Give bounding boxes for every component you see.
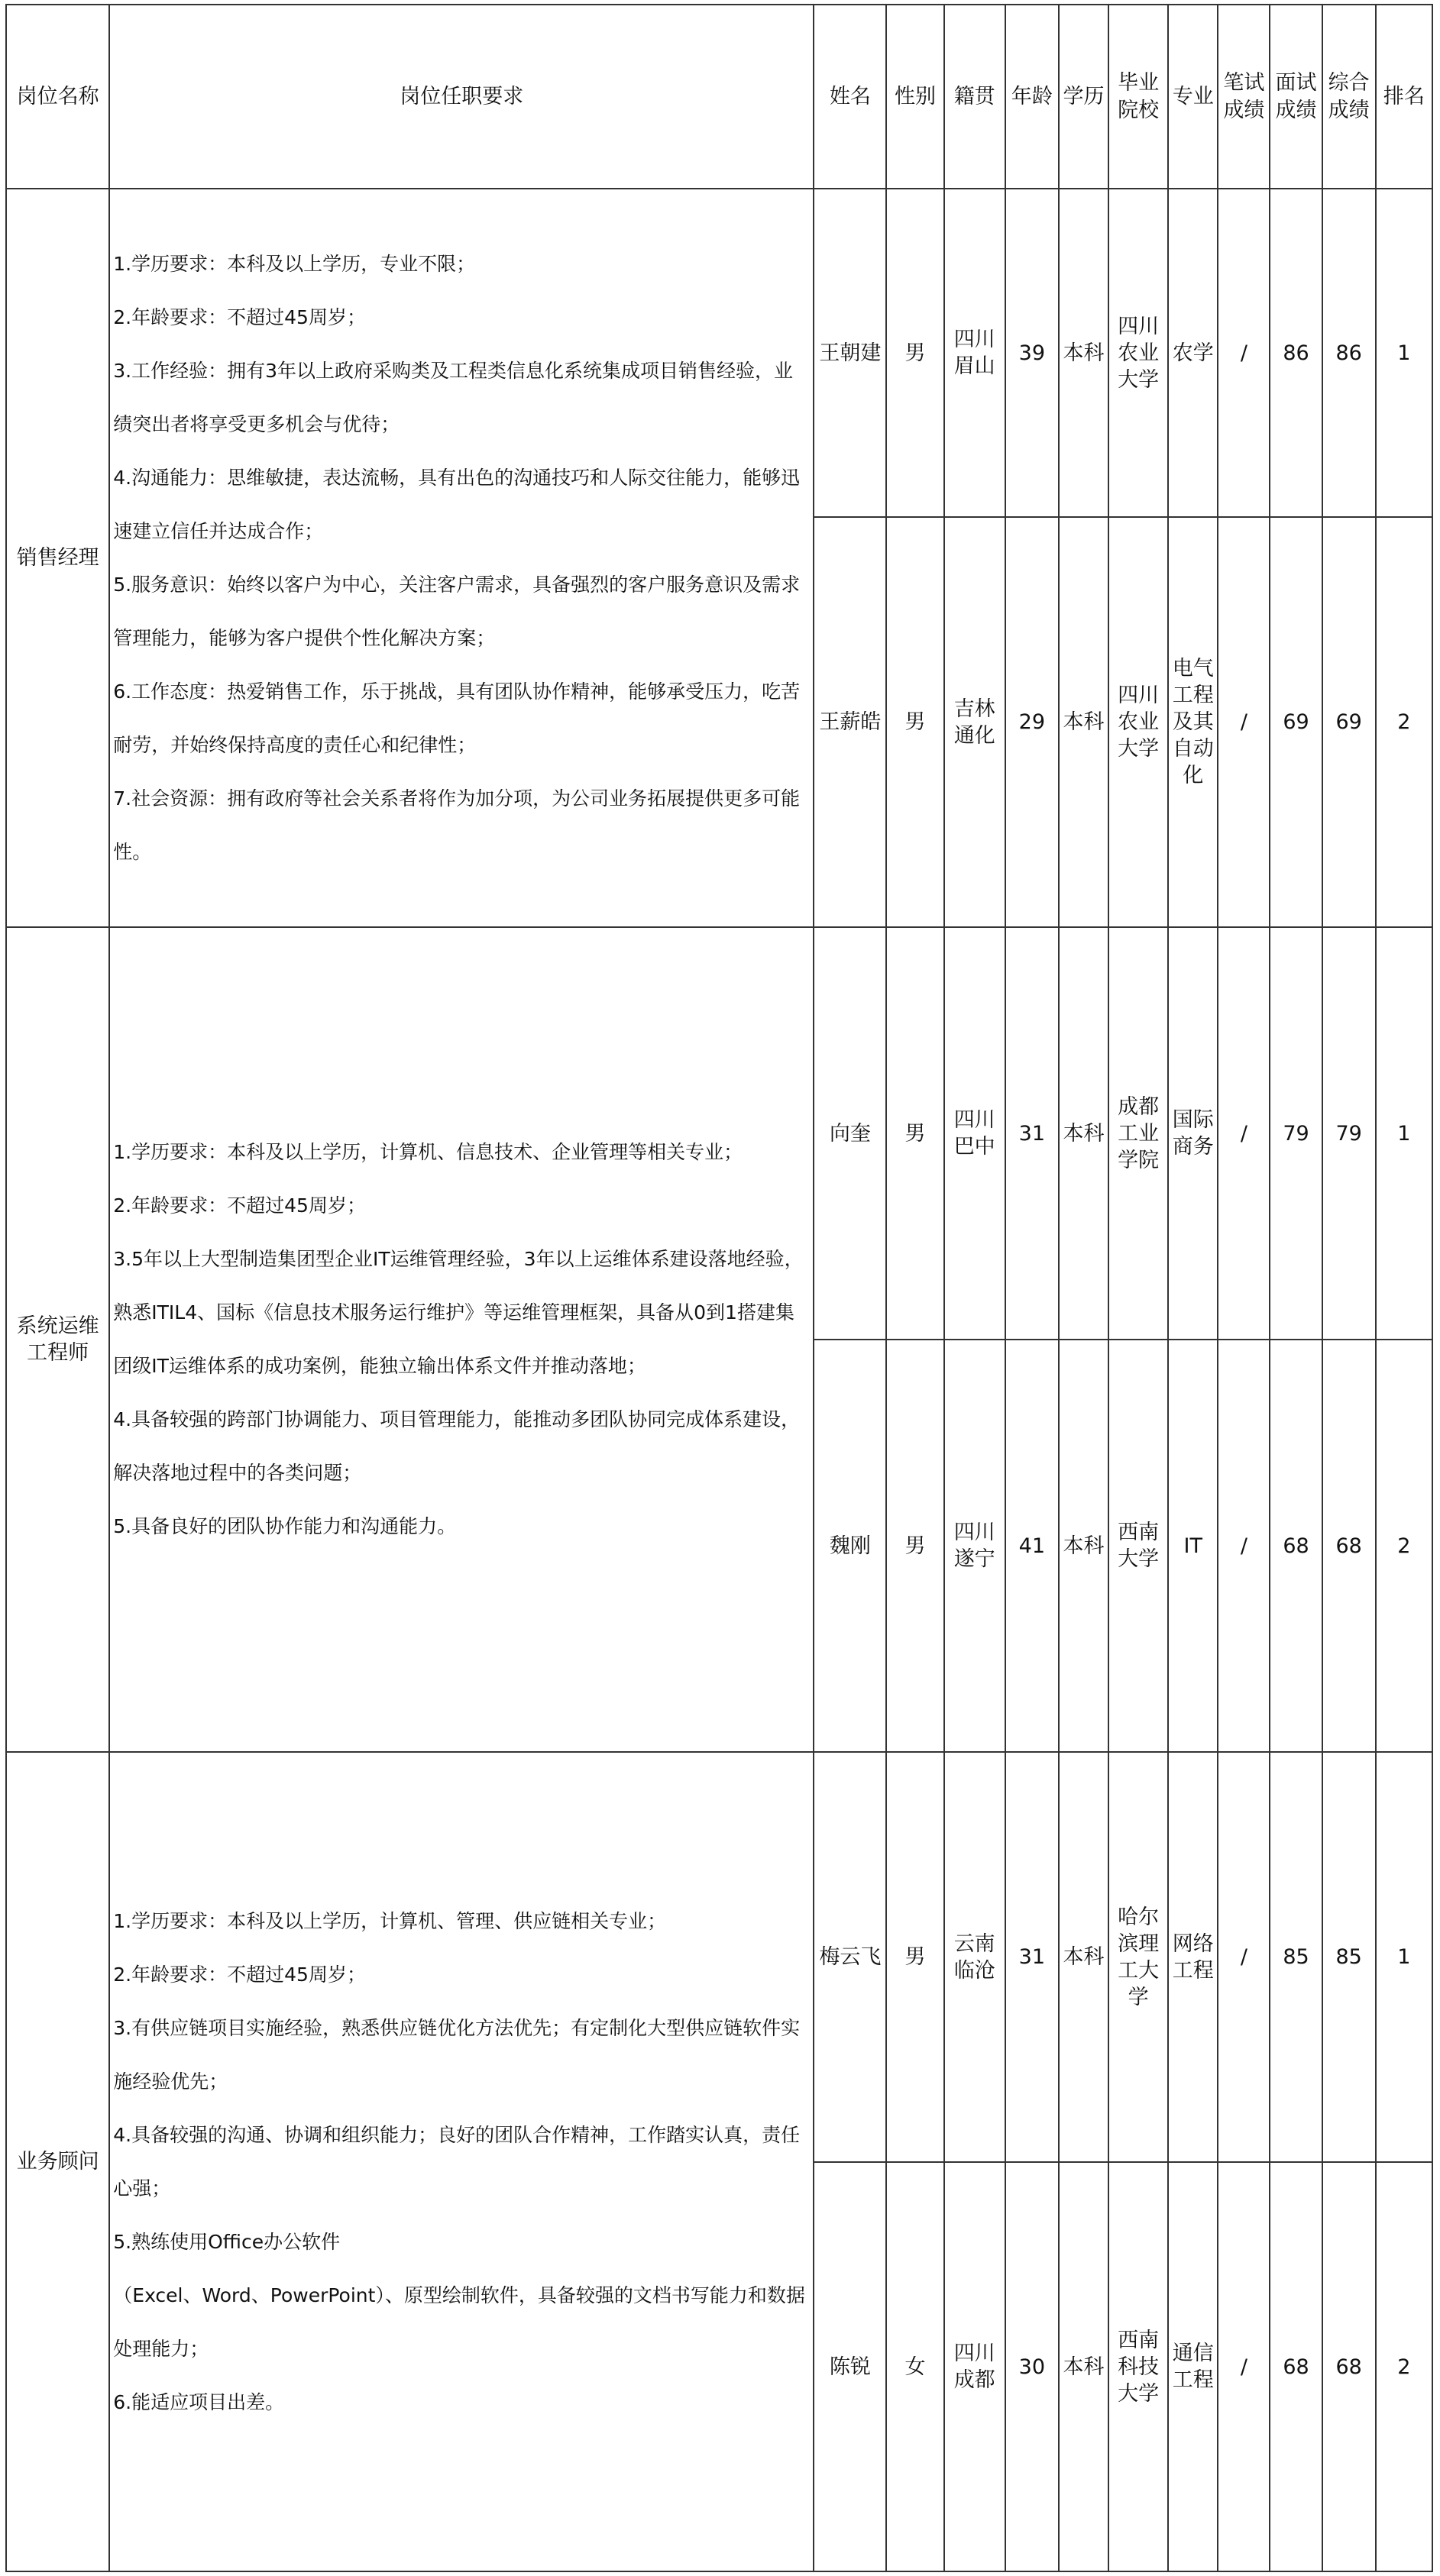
candidate-age: 31 — [1005, 1752, 1059, 2162]
candidate-age: 29 — [1005, 517, 1059, 927]
position-requirements — [109, 189, 814, 927]
table-row — [6, 927, 1432, 1340]
candidate-education: 本科 — [1059, 517, 1108, 927]
header-education: 学历 — [1059, 5, 1108, 189]
requirement-item: 1.学历要求：本科及以上学历，计算机、信息技术、企业管理等相关专业； — [113, 1141, 743, 1163]
candidate-education: 本科 — [1059, 1752, 1108, 2162]
header-requirements: 岗位任职要求 — [109, 5, 814, 189]
candidate-school: 西南科技大学 — [1108, 2162, 1168, 2571]
candidate-total-score: 79 — [1322, 927, 1376, 1340]
candidate-name: 梅云飞 — [814, 1752, 886, 2162]
candidate-total-score: 86 — [1322, 189, 1376, 517]
candidate-school: 四川农业大学 — [1108, 189, 1168, 517]
candidate-school: 哈尔滨理工大学 — [1108, 1752, 1168, 2162]
candidate-origin: 四川巴中 — [944, 927, 1005, 1340]
header-rank: 排名 — [1376, 5, 1432, 189]
candidate-total-score: 69 — [1322, 517, 1376, 927]
requirement-item: 3.有供应链项目实施经验，熟悉供应链优化方法优先；有定制化大型供应链软件实施经验优先； — [113, 2016, 801, 2093]
requirement-item: 5.服务意识：始终以客户为中心，关注客户需求，具备强烈的客户服务意识及需求管理能力，能够为客户提供个性化解决方案； — [113, 573, 801, 649]
requirement-item: 1.学历要求：本科及以上学历，专业不限； — [113, 252, 476, 275]
candidate-interview-score: 69 — [1270, 517, 1322, 927]
candidate-age: 41 — [1005, 1340, 1059, 1752]
position-requirements — [109, 1752, 814, 2571]
candidate-age: 30 — [1005, 2162, 1059, 2571]
requirement-item: 1.学历要求：本科及以上学历，计算机、管理、供应链相关专业； — [113, 1909, 667, 1932]
requirement-item: 2.年龄要求：不超过45周岁； — [113, 305, 366, 328]
header-major: 专业 — [1168, 5, 1218, 189]
candidate-name: 王薪皓 — [814, 517, 886, 927]
table-row — [6, 1752, 1432, 2162]
recruitment-results-table — [5, 4, 1433, 2572]
candidate-interview-score: 86 — [1270, 189, 1322, 517]
candidate-school: 四川农业大学 — [1108, 517, 1168, 927]
candidate-rank: 1 — [1376, 927, 1432, 1340]
candidate-interview-score: 85 — [1270, 1752, 1322, 2162]
candidate-written-score: / — [1218, 517, 1270, 927]
header-position: 岗位名称 — [6, 5, 109, 189]
header-age: 年龄 — [1005, 5, 1059, 189]
candidate-origin: 云南临沧 — [944, 1752, 1005, 2162]
header-gender: 性别 — [886, 5, 943, 189]
candidate-origin: 吉林通化 — [944, 517, 1005, 927]
candidate-age: 31 — [1005, 927, 1059, 1340]
candidate-rank: 2 — [1376, 517, 1432, 927]
candidate-major: 电气工程及其自动化 — [1168, 517, 1218, 927]
candidate-rank: 1 — [1376, 1752, 1432, 2162]
requirement-item: 4.具备较强的跨部门协调能力、项目管理能力，能推动多团队协同完成体系建设，解决落地过程中的各类问题； — [113, 1408, 801, 1484]
requirement-item: 6.工作态度：热爱销售工作，乐于挑战，具有团队协作精神，能够承受压力，吃苦耐劳，并始终保持高度的责任心和纪律性； — [113, 680, 801, 756]
position-name: 系统运维工程师 — [6, 927, 109, 1752]
position-name: 销售经理 — [6, 189, 109, 927]
candidate-major: 国际商务 — [1168, 927, 1218, 1340]
position-name: 业务顾问 — [6, 1752, 109, 2571]
candidate-gender: 男 — [886, 189, 943, 517]
candidate-origin: 四川遂宁 — [944, 1340, 1005, 1752]
candidate-school: 成都工业学院 — [1108, 927, 1168, 1340]
requirement-item: 5.具备良好的团队协作能力和沟通能力。 — [113, 1515, 457, 1537]
header-written-score: 笔试成绩 — [1218, 5, 1270, 189]
requirement-item: 3.5年以上大型制造集团型企业IT运维管理经验，3年以上运维体系建设落地经验，熟悉ITIL4、国标《信息技术服务运行维护》等运维管理框架，具备从0到1搭建集团级IT运维体系的成功案例，能独立输出体系文件并推动落地； — [113, 1248, 804, 1377]
candidate-school: 西南大学 — [1108, 1340, 1168, 1752]
candidate-total-score: 68 — [1322, 2162, 1376, 2571]
requirement-item: 5.熟练使用Office办公软件 — [113, 2230, 341, 2253]
candidate-rank: 1 — [1376, 189, 1432, 517]
candidate-name: 陈锐 — [814, 2162, 886, 2571]
candidate-gender: 男 — [886, 1340, 943, 1752]
candidate-written-score: / — [1218, 927, 1270, 1340]
requirement-item: 3.工作经验：拥有3年以上政府采购类及工程类信息化系统集成项目销售经验，业绩突出者将享受更多机会与优待； — [113, 359, 794, 435]
candidate-gender: 男 — [886, 927, 943, 1340]
candidate-major: 网络工程 — [1168, 1752, 1218, 2162]
header-origin: 籍贯 — [944, 5, 1005, 189]
requirement-item: 6.能适应项目出差。 — [113, 2390, 285, 2413]
requirement-item: 2.年龄要求：不超过45周岁； — [113, 1963, 366, 1986]
candidate-education: 本科 — [1059, 927, 1108, 1340]
candidate-major: 农学 — [1168, 189, 1218, 517]
candidate-education: 本科 — [1059, 2162, 1108, 2571]
candidate-gender: 女 — [886, 2162, 943, 2571]
header-school: 毕业院校 — [1108, 5, 1168, 189]
candidate-gender: 男 — [886, 1752, 943, 2162]
candidate-age: 39 — [1005, 189, 1059, 517]
requirement-item: 4.沟通能力：思维敏捷，表达流畅，具有出色的沟通技巧和人际交往能力，能够迅速建立信任并达成合作； — [113, 466, 801, 542]
header-name: 姓名 — [814, 5, 886, 189]
candidate-name: 王朝建 — [814, 189, 886, 517]
candidate-total-score: 85 — [1322, 1752, 1376, 2162]
candidate-origin: 四川眉山 — [944, 189, 1005, 517]
candidate-rank: 2 — [1376, 1340, 1432, 1752]
candidate-written-score: / — [1218, 1340, 1270, 1752]
candidate-total-score: 68 — [1322, 1340, 1376, 1752]
candidate-written-score: / — [1218, 1752, 1270, 2162]
position-requirements — [109, 927, 814, 1752]
candidate-education: 本科 — [1059, 1340, 1108, 1752]
candidate-education: 本科 — [1059, 189, 1108, 517]
candidate-name: 魏刚 — [814, 1340, 886, 1752]
candidate-interview-score: 79 — [1270, 927, 1322, 1340]
candidate-origin: 四川成都 — [944, 2162, 1005, 2571]
candidate-gender: 男 — [886, 517, 943, 927]
table-row — [6, 189, 1432, 517]
requirement-item: 2.年龄要求：不超过45周岁； — [113, 1194, 366, 1217]
requirement-item: （Excel、Word、PowerPoint）、原型绘制软件，具备较强的文档书写能力和数据处理能力； — [113, 2283, 805, 2360]
candidate-written-score: / — [1218, 189, 1270, 517]
candidate-interview-score: 68 — [1270, 1340, 1322, 1752]
requirement-item: 7.社会资源：拥有政府等社会关系者将作为加分项，为公司业务拓展提供更多可能性。 — [113, 787, 801, 863]
candidate-interview-score: 68 — [1270, 2162, 1322, 2571]
candidate-rank: 2 — [1376, 2162, 1432, 2571]
candidate-written-score: / — [1218, 2162, 1270, 2571]
header-total-score: 综合成绩 — [1322, 5, 1376, 189]
candidate-major: 通信工程 — [1168, 2162, 1218, 2571]
header-row — [6, 5, 1432, 189]
candidate-major: IT — [1168, 1340, 1218, 1752]
candidate-name: 向奎 — [814, 927, 886, 1340]
header-interview-score: 面试成绩 — [1270, 5, 1322, 189]
requirement-item: 4.具备较强的沟通、协调和组织能力；良好的团队合作精神，工作踏实认真，责任心强； — [113, 2123, 801, 2199]
